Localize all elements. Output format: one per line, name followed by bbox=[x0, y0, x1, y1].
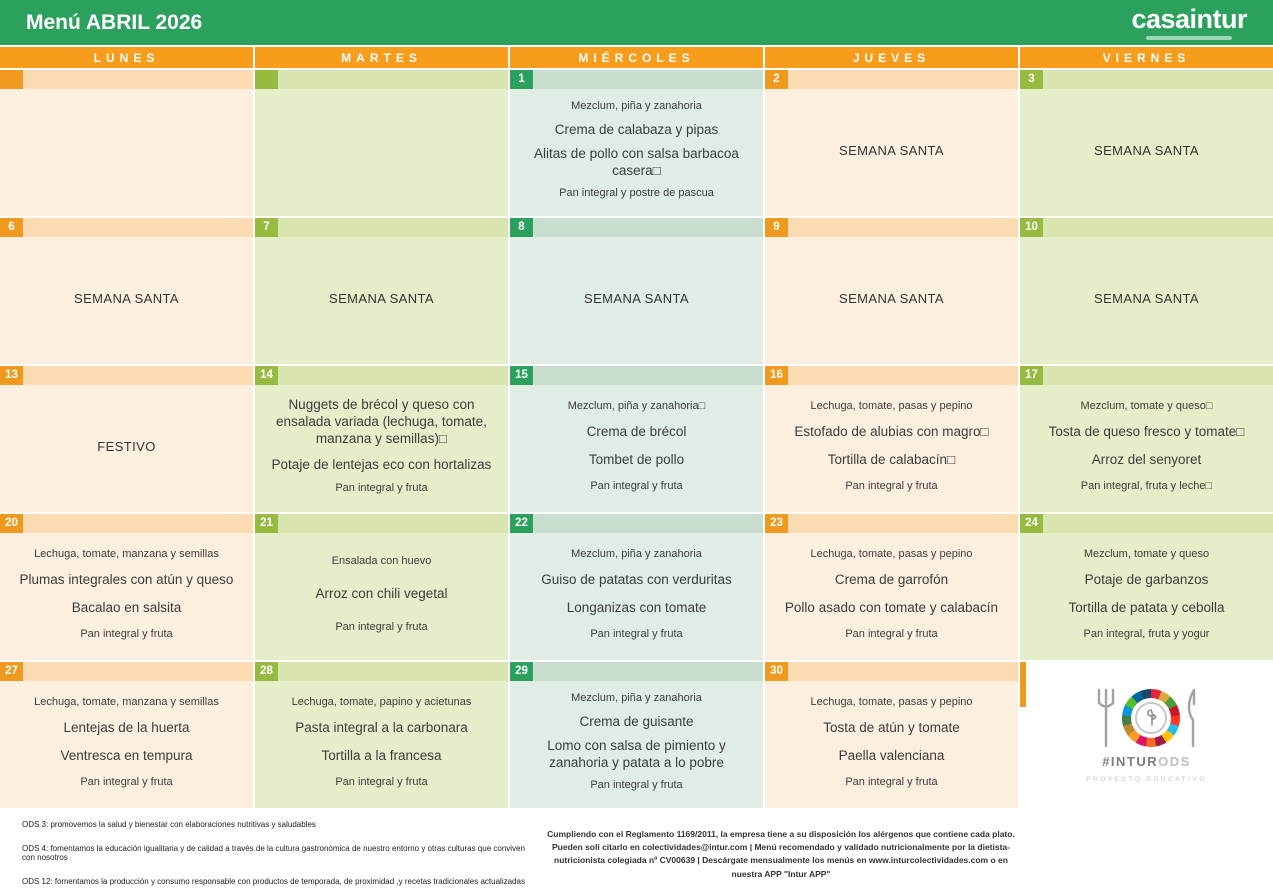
date-strip bbox=[255, 662, 508, 681]
date-badge bbox=[255, 70, 278, 89]
menu-line: Lechuga, tomate, manzana y semillas bbox=[34, 547, 219, 560]
menu-line: Pan integral, fruta y leche□ bbox=[1080, 479, 1213, 492]
cell-body bbox=[765, 237, 1018, 364]
menu-line: Crema de brécol bbox=[586, 424, 687, 440]
cell-body bbox=[510, 385, 763, 512]
menu-line: Pasta integral a la carbonara bbox=[295, 720, 468, 736]
ods-note-4: ODS 4: fomentamos la educación igualitaria y de calidad a través de la cultura gastronómica de nuestro entorno y otras culturas que conviven con nosotros bbox=[22, 844, 525, 862]
calendar-cell-21 bbox=[255, 514, 508, 660]
date-strip bbox=[765, 218, 1018, 237]
cell-body bbox=[1020, 237, 1273, 364]
calendar-cell-16 bbox=[765, 366, 1018, 512]
inturods-title bbox=[1102, 754, 1191, 769]
date-strip bbox=[765, 366, 1018, 385]
calendar-cell-10 bbox=[1020, 218, 1273, 364]
stray-orange-strip bbox=[1020, 662, 1026, 707]
logo-tagline bbox=[1146, 36, 1232, 40]
weekday-header-row bbox=[0, 47, 1273, 68]
footer bbox=[0, 810, 1273, 895]
date-strip bbox=[0, 218, 253, 237]
date-badge: 29 bbox=[510, 662, 533, 681]
menu-line: Lechuga, tomate, pasas y pepino bbox=[810, 547, 973, 560]
date-strip bbox=[0, 514, 253, 533]
cell-body bbox=[1020, 533, 1273, 660]
calendar-cell-2 bbox=[765, 70, 1018, 216]
cell-body bbox=[1020, 89, 1273, 216]
calendar-cell-13 bbox=[0, 366, 253, 512]
menu-line: Mezclum, piña y zanahoria bbox=[571, 692, 702, 705]
menu-line: Longanizas con tomate bbox=[566, 599, 707, 615]
date-strip bbox=[765, 662, 1018, 681]
menu-line: Pan integral y fruta bbox=[335, 481, 428, 494]
menu-line: Pan integral y fruta bbox=[590, 778, 683, 791]
menu-line: Crema de garrofón bbox=[834, 572, 949, 588]
date-strip bbox=[510, 70, 763, 89]
sprout-icon bbox=[1143, 709, 1159, 727]
calendar-cell-20 bbox=[0, 514, 253, 660]
weekday-header-4: VIERNES bbox=[1020, 47, 1273, 68]
weekday-header-3: JUEVES bbox=[765, 47, 1018, 68]
date-badge: 8 bbox=[510, 218, 533, 237]
date-strip bbox=[1020, 514, 1273, 533]
menu-line: Tosta de queso fresco y tomate□ bbox=[1048, 424, 1245, 440]
calendar-cell-17 bbox=[1020, 366, 1273, 512]
date-strip bbox=[765, 514, 1018, 533]
cell-body bbox=[1020, 385, 1273, 512]
cell-body bbox=[765, 533, 1018, 660]
holiday-label: SEMANA SANTA bbox=[1094, 291, 1199, 306]
menu-line: Crema de calabaza y pipas bbox=[554, 121, 719, 137]
menu-line: Paella valenciana bbox=[838, 747, 945, 763]
menu-line: Ventresca en tempura bbox=[60, 747, 193, 763]
menu-line: Lentejas de la huerta bbox=[63, 720, 190, 736]
page-title: Menú ABRIL 2026 bbox=[26, 10, 203, 34]
date-badge: 13 bbox=[0, 366, 23, 385]
inturods-logo bbox=[1095, 688, 1199, 748]
cell-body bbox=[255, 681, 508, 808]
menu-line: Pollo asado con tomate y calabacín bbox=[784, 599, 999, 615]
weekday-header-1: MARTES bbox=[255, 47, 508, 68]
menu-line: Lechuga, tomate, pasas y pepino bbox=[810, 399, 973, 412]
calendar-cell-6 bbox=[0, 218, 253, 364]
calendar-cell-30 bbox=[765, 662, 1018, 808]
menu-line: Pan integral y postre de pascua bbox=[559, 186, 714, 199]
calendar-cell-w0c1 bbox=[255, 70, 508, 216]
calendar-cell-9 bbox=[765, 218, 1018, 364]
menu-line: Pan integral, fruta y yogur bbox=[1083, 627, 1210, 640]
sdg-ring-icon bbox=[1122, 689, 1180, 747]
date-strip bbox=[510, 514, 763, 533]
date-badge: 7 bbox=[255, 218, 278, 237]
calendar-cell-23 bbox=[765, 514, 1018, 660]
date-badge: 28 bbox=[255, 662, 278, 681]
calendar-cell-27 bbox=[0, 662, 253, 808]
menu-line: Pan integral y fruta bbox=[845, 627, 938, 640]
holiday-label: SEMANA SANTA bbox=[329, 291, 434, 306]
cell-body bbox=[765, 681, 1018, 808]
ods-notes bbox=[22, 820, 538, 895]
menu-line: Alitas de pollo con salsa barbacoa casera□ bbox=[534, 145, 739, 178]
menu-line: Crema de guisante bbox=[579, 713, 694, 729]
calendar-cell-14 bbox=[255, 366, 508, 512]
menu-line: Plumas integrales con atún y queso bbox=[19, 572, 234, 588]
calendar-cell-15 bbox=[510, 366, 763, 512]
menu-line: Pan integral y fruta bbox=[335, 620, 428, 633]
date-badge: 20 bbox=[0, 514, 23, 533]
fork-icon bbox=[1095, 688, 1117, 748]
date-badge: 22 bbox=[510, 514, 533, 533]
menu-line: Mezclum, piña y zanahoria bbox=[571, 100, 702, 113]
menu-line: Tosta de atún y tomate bbox=[823, 720, 960, 736]
calendar-cell-24 bbox=[1020, 514, 1273, 660]
menu-line: Guiso de patatas con verduritas bbox=[541, 572, 732, 588]
menu-line: Tombet de pollo bbox=[588, 451, 685, 467]
calendar-cell-8 bbox=[510, 218, 763, 364]
date-strip bbox=[255, 366, 508, 385]
menu-line: Arroz del senyoret bbox=[1091, 451, 1202, 467]
menu-line: Mezclum, tomate y queso bbox=[1083, 547, 1210, 560]
calendar-grid bbox=[0, 70, 1273, 808]
holiday-label: SEMANA SANTA bbox=[839, 291, 944, 306]
cell-body bbox=[510, 533, 763, 660]
plate-icon bbox=[1135, 702, 1167, 734]
cell-body bbox=[0, 533, 253, 660]
date-badge: 23 bbox=[765, 514, 788, 533]
cell-body bbox=[255, 89, 508, 216]
weekday-header-2: MIÉRCOLES bbox=[510, 47, 763, 68]
casaintur-logo-text: casaintur bbox=[1131, 3, 1247, 34]
cell-body bbox=[255, 237, 508, 364]
calendar-cell-29 bbox=[510, 662, 763, 808]
cell-body bbox=[0, 681, 253, 808]
cell-body bbox=[510, 681, 763, 808]
date-strip bbox=[765, 70, 1018, 89]
weekday-header-0: LUNES bbox=[0, 47, 253, 68]
menu-line: Tortilla de patata y cebolla bbox=[1068, 599, 1225, 615]
cell-body bbox=[510, 237, 763, 364]
menu-line: Pan integral y fruta bbox=[590, 479, 683, 492]
date-badge: 6 bbox=[0, 218, 23, 237]
casaintur-logo bbox=[1131, 3, 1247, 40]
menu-line: Lomo con salsa de pimiento y zanahoria y patata a lo pobre bbox=[547, 737, 726, 770]
date-badge: 10 bbox=[1020, 218, 1043, 237]
calendar-cell-7 bbox=[255, 218, 508, 364]
ods-note-3: ODS 3: promovemos la salud y bienestar con elaboraciones nutritivas y saludables bbox=[22, 820, 316, 829]
cell-body bbox=[0, 89, 253, 216]
menu-line: Pan integral y fruta bbox=[80, 627, 173, 640]
date-badge bbox=[0, 70, 23, 89]
calendar-cell-3 bbox=[1020, 70, 1273, 216]
cell-body bbox=[510, 89, 763, 216]
date-badge: 1 bbox=[510, 70, 533, 89]
menu-line: Bacalao en salsita bbox=[71, 599, 182, 615]
menu-line: Nuggets de brécol y queso con ensalada variada (lechuga, tomate, manzana y semillas)□ bbox=[276, 397, 487, 447]
header bbox=[0, 0, 1273, 45]
cell-body bbox=[0, 385, 253, 512]
legal-text: Cumpliendo con el Reglamento 1169/2011, la empresa tiene a su disposición los alérgenos que contiene cada plato. Pueden soli citarlo en colectividades@intur.com | Menú recomendado y validado nutricionalmente por la dietista- nutricionista colegiada nº CV00639 | Descárgate mensualmente los menús en www.inturcolectividades.com o en nuestra APP "Intur APP" bbox=[547, 829, 1015, 879]
menu-line: Potaje de garbanzos bbox=[1084, 572, 1209, 588]
date-badge: 30 bbox=[765, 662, 788, 681]
date-strip bbox=[510, 662, 763, 681]
menu-line: Lechuga, tomate, papino y acietunas bbox=[291, 695, 472, 708]
date-strip bbox=[1020, 366, 1273, 385]
menu-line: Arroz con chili vegetal bbox=[315, 586, 448, 602]
calendar-cell-1 bbox=[510, 70, 763, 216]
menu-line: Lechuga, tomate, pasas y pepino bbox=[810, 695, 973, 708]
menu-line: Estofado de alubias con magro□ bbox=[794, 424, 989, 440]
cell-body bbox=[255, 533, 508, 660]
holiday-label: SEMANA SANTA bbox=[839, 143, 944, 158]
holiday-label: SEMANA SANTA bbox=[1094, 143, 1199, 158]
date-badge: 17 bbox=[1020, 366, 1043, 385]
date-strip bbox=[255, 514, 508, 533]
menu-line: Pan integral y fruta bbox=[80, 775, 173, 788]
cell-body bbox=[255, 385, 508, 512]
cell-body bbox=[0, 237, 253, 364]
knife-icon bbox=[1185, 688, 1199, 748]
date-strip bbox=[255, 70, 508, 89]
date-badge: 24 bbox=[1020, 514, 1043, 533]
inturods-title-dark: #INTUR bbox=[1102, 753, 1159, 769]
date-badge: 21 bbox=[255, 514, 278, 533]
menu-line: Pan integral y fruta bbox=[845, 775, 938, 788]
menu-line: Mezclum, piña y zanahoria bbox=[571, 547, 702, 560]
date-strip bbox=[0, 662, 253, 681]
menu-line: Tortilla de calabacín□ bbox=[827, 451, 956, 467]
calendar-cell-28 bbox=[255, 662, 508, 808]
menu-line: Pan integral y fruta bbox=[335, 775, 428, 788]
cell-body bbox=[765, 385, 1018, 512]
menu-line: Pan integral y fruta bbox=[590, 627, 683, 640]
date-strip bbox=[1020, 70, 1273, 89]
date-strip bbox=[255, 218, 508, 237]
date-badge: 2 bbox=[765, 70, 788, 89]
inturods-title-light: ODS bbox=[1158, 753, 1191, 769]
menu-line: Lechuga, tomate, manzana y semillas bbox=[34, 695, 219, 708]
date-badge: 15 bbox=[510, 366, 533, 385]
date-badge: 14 bbox=[255, 366, 278, 385]
date-badge: 27 bbox=[0, 662, 23, 681]
cell-body bbox=[765, 89, 1018, 216]
date-badge: 3 bbox=[1020, 70, 1043, 89]
calendar-cell-22 bbox=[510, 514, 763, 660]
sdg-ring-center bbox=[1131, 698, 1171, 738]
inturods-subtitle: PROYECTO EDUCATIVO bbox=[1086, 775, 1207, 783]
menu-line: Potaje de lentejas eco con hortalizas bbox=[271, 456, 492, 472]
menu-line: Pan integral y fruta bbox=[845, 479, 938, 492]
date-strip bbox=[0, 70, 253, 89]
menu-line: Mezclum, tomate y queso□ bbox=[1080, 399, 1213, 412]
menu-line: Tortilla a la francesa bbox=[321, 747, 442, 763]
date-strip bbox=[510, 366, 763, 385]
menu-line: Mezclum, piña y zanahoria□ bbox=[567, 399, 706, 412]
date-badge: 9 bbox=[765, 218, 788, 237]
calendar-cell-w4c4 bbox=[1020, 662, 1273, 808]
calendar-cell-w0c0 bbox=[0, 70, 253, 216]
ods-note-12: ODS 12: fomentamos la producción y consumo responsable con productos de temporada, de proximidad ,y recetas tradicionales actualizadas bbox=[22, 877, 525, 886]
date-strip bbox=[0, 366, 253, 385]
date-badge: 16 bbox=[765, 366, 788, 385]
date-strip bbox=[510, 218, 763, 237]
date-strip bbox=[1020, 218, 1273, 237]
holiday-label: FESTIVO bbox=[97, 439, 156, 454]
holiday-label: SEMANA SANTA bbox=[584, 291, 689, 306]
menu-line: Ensalada con huevo bbox=[331, 554, 432, 567]
holiday-label: SEMANA SANTA bbox=[74, 291, 179, 306]
